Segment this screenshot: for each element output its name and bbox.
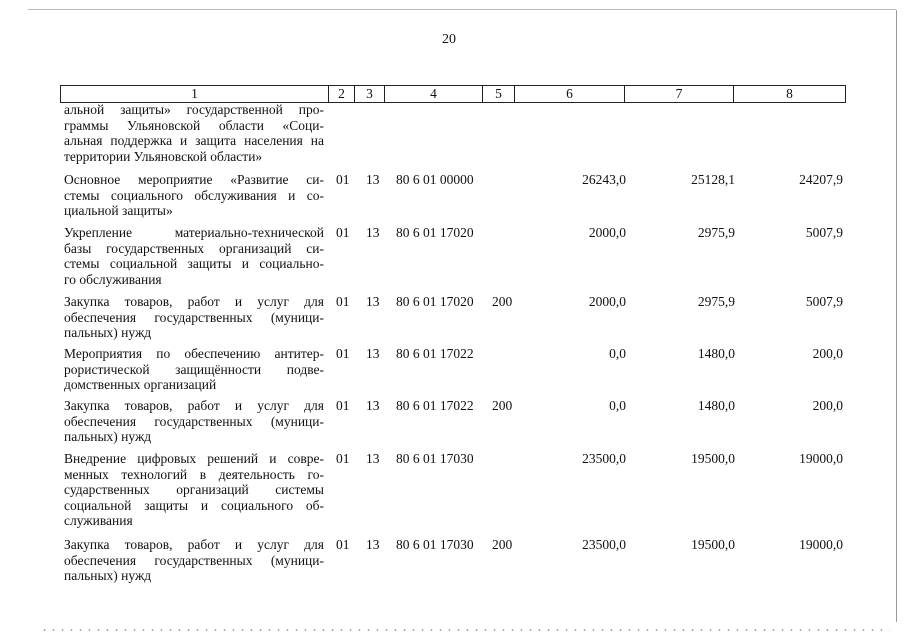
row-target-code: 80 6 01 17030	[396, 451, 474, 466]
row-amount-col7: 19500,0	[691, 537, 735, 552]
row-name-line: сударственных организаций системы	[64, 482, 324, 498]
header-col-5: 5	[483, 86, 515, 102]
row-name-line: граммы Ульяновской области «Соци-	[64, 117, 324, 133]
row-name-line: пальных) нужд	[64, 568, 152, 584]
row-amount-col6: 23500,0	[582, 451, 626, 466]
row-target-code: 80 6 01 17030	[396, 537, 474, 552]
table-header	[60, 85, 846, 103]
row-name-line: Внедрение цифровых решений и совре-	[64, 451, 324, 466]
row-target-code: 80 6 01 17022	[396, 398, 474, 413]
header-col-6: 6	[515, 86, 625, 102]
row-name-line: домственных организаций	[64, 377, 217, 393]
row-name-line: го обслуживания	[64, 271, 162, 287]
row-amount-col6: 2000,0	[588, 294, 626, 309]
row-name	[64, 172, 324, 219]
row-name-line: обеспечения государственных (муници-	[64, 309, 324, 325]
row-name-line: территории Ульяновской области»	[64, 148, 263, 164]
row-subsection: 13	[366, 346, 380, 361]
scan-noise	[40, 629, 890, 631]
header-col-3: 3	[355, 86, 385, 102]
row-name-line: пальных) нужд	[64, 325, 152, 341]
row-subsection: 13	[366, 225, 380, 240]
row-target-code: 80 6 01 00000	[396, 172, 474, 187]
row-amount-col7: 2975,9	[697, 225, 735, 240]
row-name-line: Мероприятия по обеспечению антитер-	[64, 346, 324, 361]
row-amount-col8: 24207,9	[799, 172, 843, 187]
row-name	[64, 537, 324, 584]
row-name-line: служивания	[64, 513, 133, 529]
row-name-line: рористической защищённости подве-	[64, 361, 324, 377]
row-expense-type: 200	[492, 537, 513, 552]
header-col-1: 1	[61, 86, 329, 102]
row-amount-col8: 200,0	[812, 346, 843, 361]
row-subsection: 13	[366, 294, 380, 309]
row-section: 01	[336, 537, 350, 552]
row-name-line: Основное мероприятие «Развитие си-	[64, 172, 324, 187]
row-name-line: Закупка товаров, работ и услуг для	[64, 398, 324, 413]
row-amount-col8: 5007,9	[805, 225, 843, 240]
row-name-line: Закупка товаров, работ и услуг для	[64, 537, 324, 552]
page-number: 20	[442, 32, 456, 47]
row-section: 01	[336, 225, 350, 240]
row-name-line: циальной защиты»	[64, 203, 173, 219]
scan-edge-right	[896, 10, 897, 622]
row-name-line: социальной защиты и социального об-	[64, 497, 324, 513]
row-subsection: 13	[366, 537, 380, 552]
row-target-code: 80 6 01 17020	[396, 294, 474, 309]
row-target-code: 80 6 01 17020	[396, 225, 474, 240]
row-expense-type: 200	[492, 294, 513, 309]
header-col-4: 4	[385, 86, 483, 102]
row-section: 01	[336, 398, 350, 413]
row-amount-col6: 23500,0	[582, 537, 626, 552]
row-name-line: альной защиты» государственной про-	[64, 102, 324, 117]
row-name-line: альная поддержка и защита населения на	[64, 133, 324, 149]
row-name-line: стемы социального обслуживания и со-	[64, 187, 324, 203]
row-amount-col8: 19000,0	[799, 537, 843, 552]
row-amount-col8: 5007,9	[805, 294, 843, 309]
row-amount-col7: 2975,9	[697, 294, 735, 309]
row-amount-col6: 26243,0	[582, 172, 626, 187]
row-name-line: Укрепление материально-технической	[64, 225, 324, 240]
row-section: 01	[336, 451, 350, 466]
row-subsection: 13	[366, 398, 380, 413]
row-name-line: менных технологий в деятельность го-	[64, 466, 324, 482]
row-section: 01	[336, 294, 350, 309]
row-amount-col8: 19000,0	[799, 451, 843, 466]
scan-edge-top	[28, 9, 896, 10]
row-subsection: 13	[366, 451, 380, 466]
row-subsection: 13	[366, 172, 380, 187]
row-expense-type: 200	[492, 398, 513, 413]
row-amount-col7: 1480,0	[697, 398, 735, 413]
row-amount-col7: 25128,1	[691, 172, 735, 187]
row-name-line: пальных) нужд	[64, 429, 152, 445]
row-name	[64, 451, 324, 529]
row-target-code: 80 6 01 17022	[396, 346, 474, 361]
row-amount-col7: 1480,0	[697, 346, 735, 361]
row-amount-col6: 2000,0	[588, 225, 626, 240]
row-name-line: базы государственных организаций си-	[64, 240, 324, 256]
row-name-line: обеспечения государственных (муници-	[64, 413, 324, 429]
row-name	[64, 225, 324, 287]
header-col-7: 7	[625, 86, 734, 102]
row-name	[64, 102, 324, 164]
row-amount-col6: 0,0	[609, 398, 626, 413]
row-section: 01	[336, 346, 350, 361]
row-amount-col7: 19500,0	[691, 451, 735, 466]
row-amount-col6: 0,0	[609, 346, 626, 361]
row-name-line: стемы социальной защиты и социально-	[64, 256, 324, 272]
row-name	[64, 346, 324, 393]
row-name	[64, 294, 324, 341]
row-name-line: Закупка товаров, работ и услуг для	[64, 294, 324, 309]
row-amount-col8: 200,0	[812, 398, 843, 413]
header-col-2: 2	[329, 86, 355, 102]
row-section: 01	[336, 172, 350, 187]
row-name	[64, 398, 324, 445]
header-col-8: 8	[786, 86, 793, 101]
row-name-line: обеспечения государственных (муници-	[64, 552, 324, 568]
